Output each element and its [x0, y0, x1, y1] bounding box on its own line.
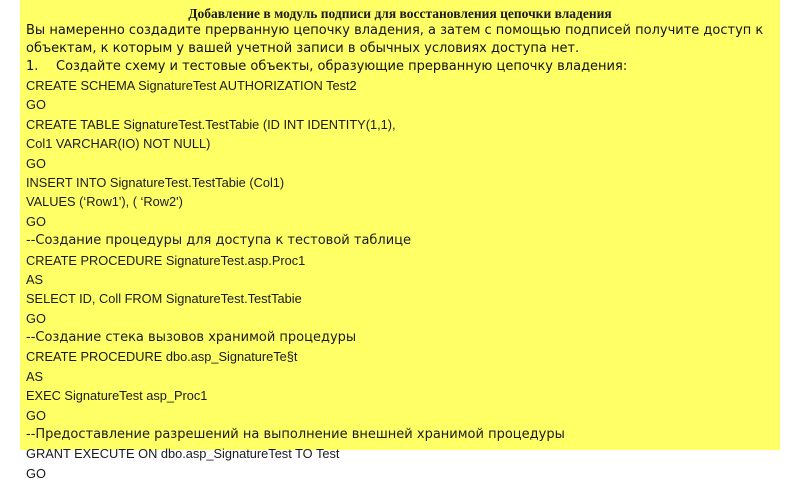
- code-line: CREATE SCHEMA SignatureTest AUTHORIZATION Test2: [26, 78, 357, 93]
- code-line: EXEC SignatureTest asp_Proc1: [26, 388, 208, 404]
- code-line: CREATE TABLE SignatureTest.TestTabie (ID INT IDENTITY(1,1),: [26, 116, 396, 132]
- code-line: AS: [26, 271, 44, 287]
- code-line: GO: [26, 310, 46, 326]
- code-line: GO: [26, 465, 46, 481]
- step-text: Создайте схему и тестовые объекты, образующие прерванную цепочку владения:: [56, 59, 628, 74]
- code-comment-line: --Создание процедуры для доступа к тестовой таблице: [26, 233, 412, 249]
- code-line: Col1 VARCHAR(IO) NOT NULL): [26, 136, 211, 152]
- code-line: GO: [26, 155, 46, 171]
- code-line: GRANT EXECUTE ON dbo.asp_SignatureTest TO Test: [26, 446, 340, 462]
- code-line: GO: [26, 97, 46, 113]
- content-panel: [20, 0, 780, 481]
- code-block: [26, 76, 778, 483]
- code-line: INSERT INTO SignatureTest.TestTabie (Col1): [26, 174, 285, 190]
- code-line: CREATE PROCEDURE dbo.asp_SignatureTe§t: [26, 349, 298, 365]
- step-item: [26, 58, 627, 76]
- intro-line: объектам, к которым у вашей учетной записи в обычных условиях доступа нет.: [26, 41, 580, 56]
- code-comment-line: --Создание стека вызовов хранимой процедуры: [26, 330, 357, 346]
- code-line: CREATE PROCEDURE SignatureTest.asp.Proc1: [26, 252, 306, 268]
- step-number: 1.: [26, 59, 39, 74]
- code-line: GO: [26, 213, 46, 229]
- slide-title: Добавление в модуль подписи для восстановления цепочки владения: [188, 6, 612, 21]
- code-line: GO: [26, 407, 46, 423]
- intro-paragraph: [26, 22, 778, 58]
- code-line: VALUES (‘Row1'), ( ‘Row2'): [26, 194, 183, 210]
- intro-line: Вы намеренно создадите прерванную цепочку владения, а затем с помощью подписей получите доступ к: [26, 23, 764, 38]
- code-comment-line: --Предоставление разрешений на выполнение внешней хранимой процедуры: [26, 427, 565, 443]
- code-line: AS: [26, 368, 44, 384]
- code-line: SELECT ID, Coll FROM SignatureTest.TestTabie: [26, 291, 302, 307]
